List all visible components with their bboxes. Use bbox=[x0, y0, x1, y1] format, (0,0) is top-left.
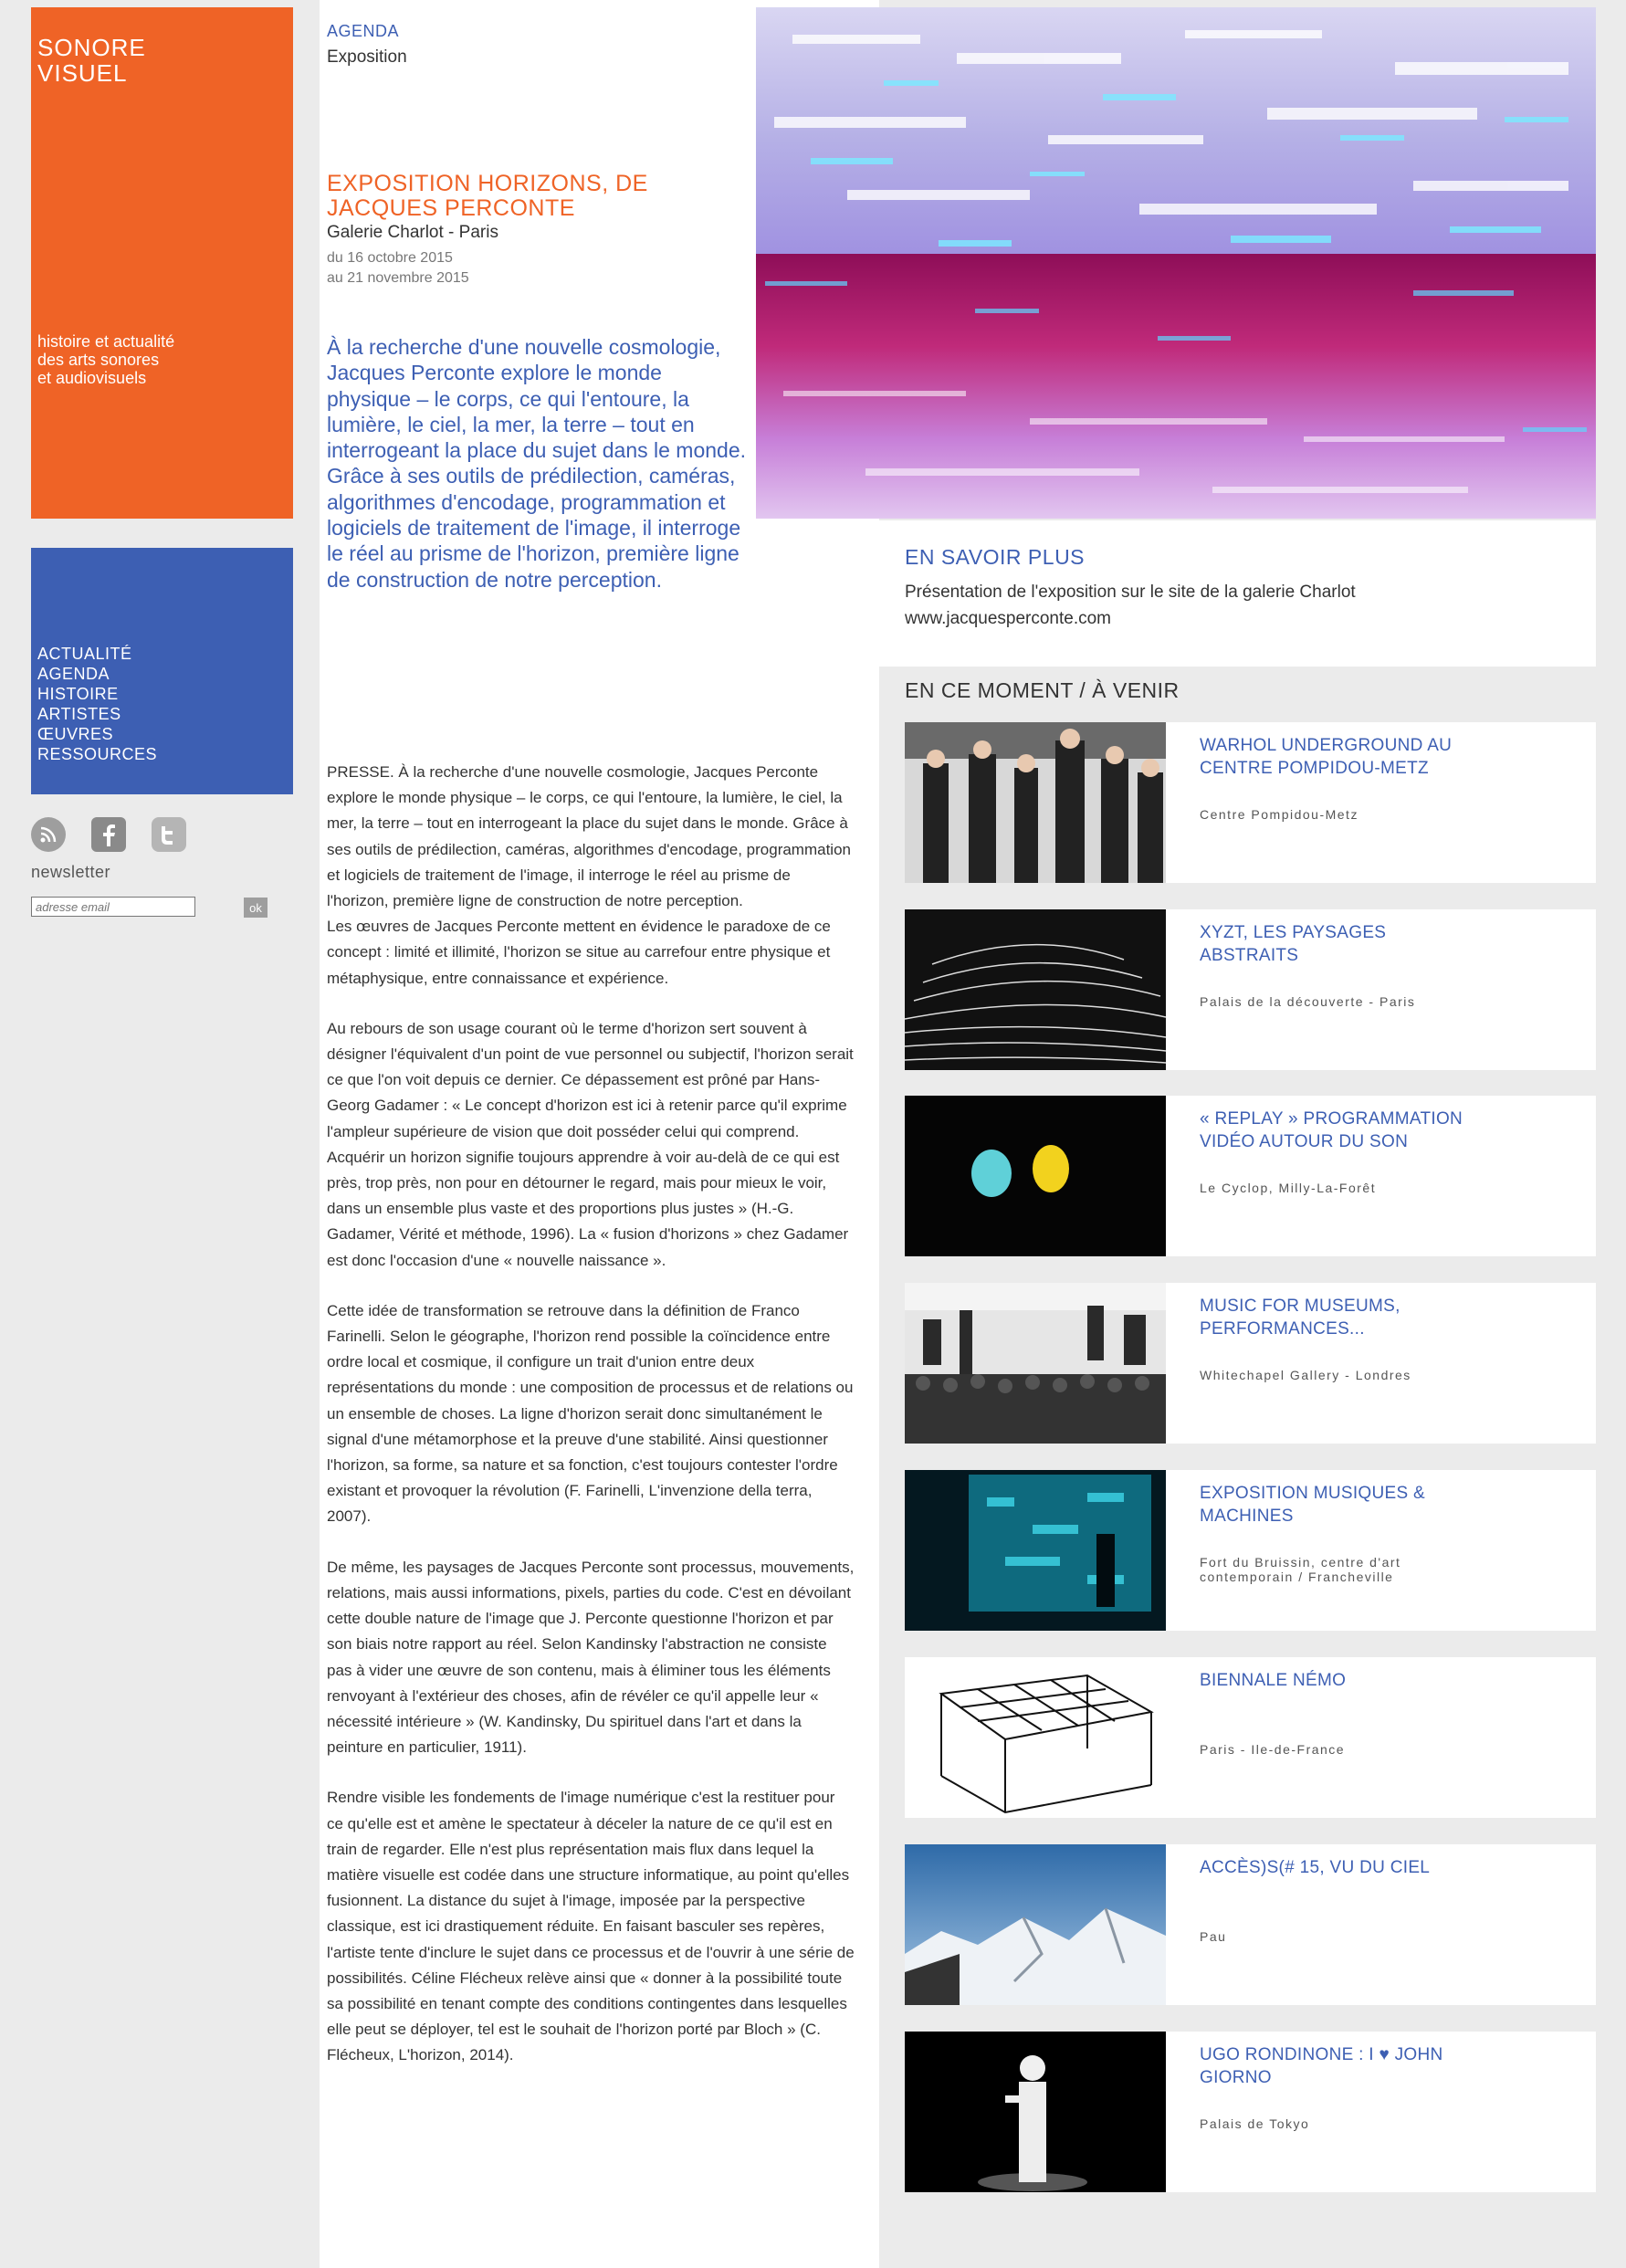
article-paragraph: Rendre visible les fondements de l'image numérique c'est la restituer pour ce qu'elle est et amène le spectateur à déceler la nature de ce qu'il est en train de regarder. Elle n'est plus représentation mais flux dans lequel la matière visuelle est codée dans une structure informatique, au point qu'elles fusionnent. La distance du sujet à l'image, imposée par la perspective classique, est ici drastiquement réduite. En faisant basculer ses repères, l'artiste tente d'inclure le sujet dans ce processus et de l'ouvrir à une série de possibilités. Céline Flécheux relève ainsi que « donner à la possibilité toute sa possibilité en tenant compte des conditions contingentes dans lesquelles elle peut se déployer, tel est le souhait de l'horizon porté par Bloch » (C. Flécheux, L'horizon, 2014). bbox=[327, 1789, 855, 2064]
event-card[interactable] bbox=[905, 2032, 1596, 2192]
article-paragraph: Cette idée de transformation se retrouve dans la définition de Franco Farinelli. Selon le géographe, l'horizon rend possible la coïncidence entre ordre local et cosmique, il configure un trait d'union entre deux représentations du monde : une composition de processus et de relations ou un ensemble de choses. La ligne d'horizon serait donc simultanément le signal d'une métamorphose et la preuve d'une stabilité. Ainsi questionner l'horizon, sa forme, sa nature et sa fonction, c'est toujours contester l'ordre existant et provoquer la révolution (F. Farinelli, L'invenzione della terra, 2007). bbox=[327, 1301, 854, 1526]
article-paragraph: Au rebours de son usage courant où le terme d'horizon sert souvent à désigner l'équivalent d'un point de vue personnel ou subjectif, l'horizon serait ce que l'on voit depuis ce dernier. Ce dépassement est prôné par Hans-Georg Gadamer : « Le concept d'horizon est ici à retenir parce qu'il exprime l'ampleur supérieure de vision que doit posséder celui qui comprend. Acquérir un horizon signifie toujours apprendre à voir au-delà de ce qui est près, trop près, non pour en détourner le regard, mais pour mieux le voir, dans un ensemble plus vaste et des proportions plus justes » (H.-G. Gadamer, Vérité et méthode, 1996). La « fusion d'horizons » chez Gadamer est donc l'occasion d'une « nouvelle naissance ». bbox=[327, 1019, 854, 1269]
event-card-venue: Palais de Tokyo bbox=[1200, 2116, 1310, 2131]
nav-item-ressources[interactable]: RESSOURCES bbox=[37, 745, 158, 763]
event-card[interactable] bbox=[905, 909, 1596, 1070]
newsletter-submit-button[interactable]: ok bbox=[244, 898, 268, 918]
event-card[interactable] bbox=[905, 1657, 1596, 1818]
event-title: EXPOSITION HORIZONS, DE JACQUES PERCONTE bbox=[327, 171, 648, 221]
event-card[interactable] bbox=[905, 1283, 1596, 1444]
hero-image bbox=[756, 7, 1596, 519]
twitter-icon[interactable] bbox=[152, 817, 186, 852]
event-date-start: du 16 octobre 2015 bbox=[327, 250, 453, 266]
event-card-venue: Pau bbox=[1200, 1929, 1227, 1944]
tagline-line-1: histoire et actualité bbox=[37, 332, 175, 351]
article-body bbox=[327, 760, 855, 2094]
event-thumbnail bbox=[905, 1844, 1166, 2005]
nav-item-artistes[interactable]: ARTISTES bbox=[37, 705, 121, 723]
gallery-presentation-link[interactable]: Présentation de l'exposition sur le site de la galerie Charlot bbox=[905, 583, 1356, 602]
event-card-title[interactable]: MUSIC FOR MUSEUMS, PERFORMANCES... bbox=[1200, 1297, 1400, 1339]
event-thumbnail bbox=[905, 1096, 1166, 1256]
nav-list bbox=[37, 644, 157, 764]
tagline-line-2: des arts sonores bbox=[37, 351, 160, 369]
logo-line-1: SONORE bbox=[37, 34, 146, 61]
event-card-title[interactable]: EXPOSITION MUSIQUES & MACHINES bbox=[1200, 1484, 1426, 1526]
nav-item-histoire[interactable]: HISTOIRE bbox=[37, 685, 119, 703]
event-thumbnail bbox=[905, 1283, 1166, 1444]
event-dates bbox=[327, 248, 469, 289]
section-subcategory: Exposition bbox=[327, 47, 407, 67]
article-paragraph: PRESSE. À la recherche d'une nouvelle cosmologie, Jacques Perconte explore le monde physique – le corps, ce qui l'entoure, la lumière, le ciel, la mer, la terre – tout en interrogeant la place du sujet dans le monde. Grâce à ses outils de prédilection, caméras, algorithmes d'encodage, programmation et logiciels de traitement de l'image, il interroge le réel au prisme de l'horizon, première ligne de construction de notre perception. Les œuvres de Jacques Perconte mettent en évidence le paradoxe de ce concept : limité et illimité, l'horizon se situe au carrefour entre physique et métaphysique, entre connaissance et expérience. bbox=[327, 763, 851, 987]
event-card[interactable] bbox=[905, 722, 1596, 883]
event-card-title[interactable]: WARHOL UNDERGROUND AU CENTRE POMPIDOU-METZ bbox=[1200, 736, 1453, 778]
more-info-title: EN SAVOIR PLUS bbox=[905, 545, 1086, 569]
event-card[interactable] bbox=[905, 1844, 1596, 2005]
event-card-venue: Paris - Ile-de-France bbox=[1200, 1742, 1346, 1757]
event-card-title[interactable]: XYZT, LES PAYSAGES ABSTRAITS bbox=[1200, 923, 1387, 965]
event-card[interactable] bbox=[905, 1470, 1596, 1631]
brand-block[interactable] bbox=[31, 7, 293, 519]
upcoming-section-title: EN CE MOMENT / À VENIR bbox=[905, 678, 1180, 702]
event-card-venue: Whitechapel Gallery - Londres bbox=[1200, 1368, 1411, 1382]
event-card-venue: Fort du Bruissin, centre d'art contemporain / Francheville bbox=[1200, 1555, 1401, 1584]
nav-item-actualite[interactable]: ACTUALITÉ bbox=[37, 645, 132, 663]
section-label[interactable]: AGENDA bbox=[327, 22, 400, 40]
site-logo[interactable] bbox=[37, 35, 146, 86]
event-card-venue: Palais de la découverte - Paris bbox=[1200, 994, 1416, 1009]
event-card-title[interactable]: BIENNALE NÉMO bbox=[1200, 1671, 1347, 1690]
logo-line-2: VISUEL bbox=[37, 59, 128, 87]
main-nav bbox=[31, 548, 293, 794]
event-card-venue: Centre Pompidou-Metz bbox=[1200, 807, 1358, 822]
event-thumbnail bbox=[905, 1657, 1166, 1818]
newsletter-email-input[interactable] bbox=[31, 897, 195, 917]
event-card-title[interactable]: ACCÈS)S(# 15, VU DU CIEL bbox=[1200, 1858, 1431, 1877]
artist-website-link[interactable]: www.jacquesperconte.com bbox=[905, 609, 1111, 628]
site-tagline bbox=[37, 332, 174, 387]
event-thumbnail bbox=[905, 722, 1166, 883]
social-links bbox=[31, 817, 186, 852]
event-thumbnail bbox=[905, 909, 1166, 1070]
article-lead: À la recherche d'une nouvelle cosmologie, Jacques Perconte explore le monde physique – le corps, ce qui l'entoure, la lumière, le ciel, la mer, la terre – tout en interrogeant la place du sujet dans le monde. Grâce à ses outils de prédilection, caméras, algorithmes d'encodage, programmation et logiciels de traitement de l'image, il interroge le réel au prisme de l'horizon, première ligne de construction de notre perception. bbox=[327, 335, 747, 592]
event-thumbnail bbox=[905, 2032, 1166, 2192]
event-thumbnail bbox=[905, 1470, 1166, 1631]
nav-item-oeuvres[interactable]: ŒUVRES bbox=[37, 725, 114, 743]
nav-item-agenda[interactable]: AGENDA bbox=[37, 665, 110, 683]
event-card-title[interactable]: UGO RONDINONE : I ♥ JOHN GIORNO bbox=[1200, 2045, 1443, 2087]
article-paragraph: De même, les paysages de Jacques Perconte sont processus, mouvements, relations, mais aussi informations, pixels, parties du code. C'est en dévoilant cette double nature de l'image que J. Perconte questionne l'horizon et par son biais notre rapport au réel. Selon Kandinsky l'abstraction ne consiste pas à vider une œuvre de son contenu, mais à éliminer tous les éléments renvoyant à l'extérieur des choses, afin de révéler ce qu'il appelle leur « nécessité intérieure » (W. Kandinsky, Du spirituel dans l'art et dans la peinture en particulier, 1911). bbox=[327, 1558, 855, 1757]
tagline-line-3: et audiovisuels bbox=[37, 369, 147, 387]
event-card-venue: Le Cyclop, Milly-La-Forêt bbox=[1200, 1181, 1377, 1195]
event-date-end: au 21 novembre 2015 bbox=[327, 270, 469, 286]
event-venue: Galerie Charlot - Paris bbox=[327, 223, 498, 242]
event-card[interactable] bbox=[905, 1096, 1596, 1256]
rss-icon[interactable] bbox=[31, 817, 66, 852]
facebook-icon[interactable] bbox=[91, 817, 126, 852]
newsletter-label: newsletter bbox=[31, 863, 111, 881]
event-card-title[interactable]: « REPLAY » PROGRAMMATION VIDÉO AUTOUR DU SON bbox=[1200, 1109, 1463, 1151]
